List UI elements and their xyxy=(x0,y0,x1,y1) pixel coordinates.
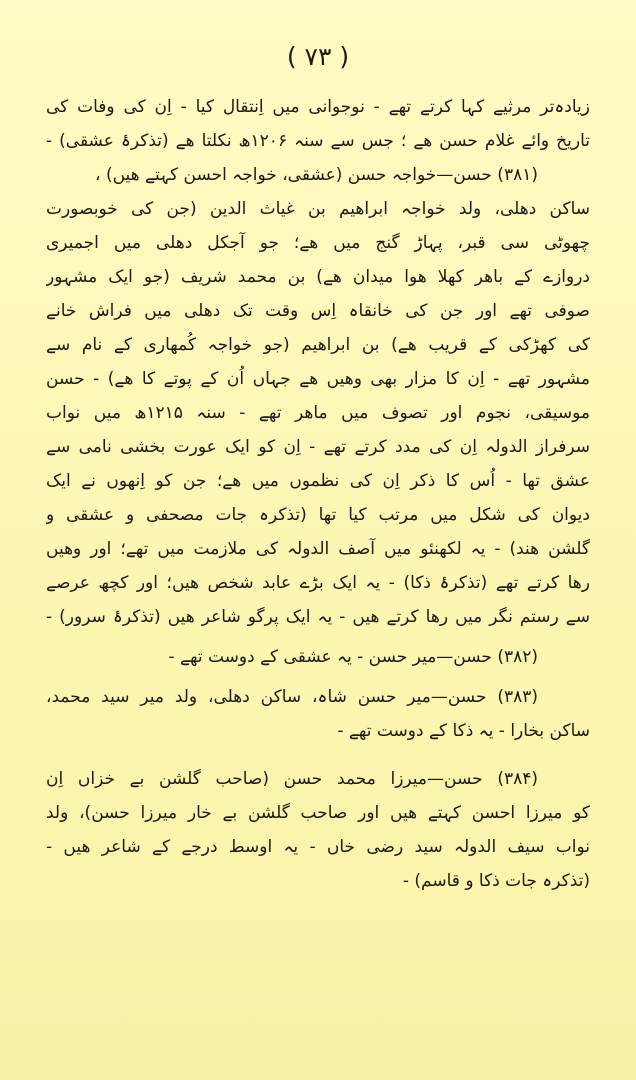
text-line: صوفی تھے اور جن کی خانقاہ اِس وقت تک دھلی میں فراش خانے xyxy=(46,301,590,321)
text-line: عشق تھا - اُس کا ذکر اِن کی نظموں میں ھے؛ جن کو اِنھوں نے ایک xyxy=(46,471,590,491)
text-line: چھوٹی سی قبر، پہاڑ گنج میں ھے؛ جو آجکل دھلی میں اجمیری xyxy=(46,233,590,253)
text-line: گلشن ھند) - یہ لکھنئو میں آصف الدولہ کی ملازمت میں تھے؛ اور وھیں xyxy=(46,539,590,559)
page-body-text xyxy=(46,90,590,898)
page-number: ( ۷۳ ) xyxy=(286,42,350,71)
text-line: ساکن بخارا - یہ ذکا کے دوست تھے - xyxy=(337,721,590,741)
text-line: سے رستم نگر میں رھا کرتے ھیں - یہ ایک پرگو شاعر ھیں (تذکرۂ سرور) - xyxy=(46,607,590,627)
entry-heading-381: (۳۸۱) حسن—خواجہ حسن (عشقی، خواجہ احسن کہتے ھیں) ، xyxy=(95,165,538,185)
text-line: نواب سیف الدولہ سید رضی خاں - یہ اوسط درجے کے شاعر ھیں - xyxy=(46,837,590,857)
text-line: دیوان کی شکل میں مرتب کیا تھا (تذکرہ جات مصحفی و عشقی و xyxy=(46,505,590,525)
text-line: موسیقی، نجوم اور تصوف میں ماھر تھے - سنہ ۱۲۱۵ھ میں نواب xyxy=(46,403,590,423)
text-line: سرفراز الدولہ اِن کی مدد کرتے تھے - اِن کو ایک عورت بخشی نامی سے xyxy=(46,437,590,457)
text-line: (تذکرہ جات ذکا و قاسم) - xyxy=(402,871,590,891)
text-line: تاریخ وائے غلام حسن ھے ؛ جس سے سنہ ۱۲۰۶ھ نکلتا ھے (تذکرۂ عشقی) - xyxy=(46,131,590,151)
entry-heading-383: (۳۸۳) حسن—میر حسن شاہ، ساکن دھلی، ولد میر سید محمد، xyxy=(46,687,538,707)
text-line: ساکن دھلی، ولد خواجہ ابراھیم بن غیاث الدین (جن کی خوبصورت xyxy=(46,199,590,219)
text-line: رھا کرتے تھے (تذکرۂ ذکا) - یہ ایک بڑے عابد شخص ھیں؛ اور کچھ عرصے xyxy=(46,573,590,593)
entry-heading-384: (۳۸۴) حسن—میرزا محمد حسن (صاحب گلشن بے خزاں اِن xyxy=(46,769,538,789)
text-line: دروازے کے باھر کھلا ھوا میدان ھے) بن محمد شریف (جو ایک مشہور xyxy=(46,267,590,287)
text-line: زیادہ‌تر مرثیے کہا کرتے تھے - نوجوانی میں اِنتقال کیا - اِن کی وفات کی xyxy=(46,97,590,117)
text-line: مشہور تھے - اِن کا مزار بھی وھیں ھے جہاں اُن کے پوتے کا ھے) - حسن xyxy=(46,369,590,389)
entry-heading-382: (۳۸۲) حسن—میر حسن - یہ عشقی کے دوست تھے - xyxy=(168,647,538,667)
text-line: کی کھڑکی کے قریب ھے) بن ابراھیم (جو خواجہ کُمھاری کے نام سے xyxy=(46,335,590,355)
text-line: کو میرزا احسن کہتے ھیں اور صاحب گلشن بے خار میرزا حسن)، ولد xyxy=(46,803,590,823)
